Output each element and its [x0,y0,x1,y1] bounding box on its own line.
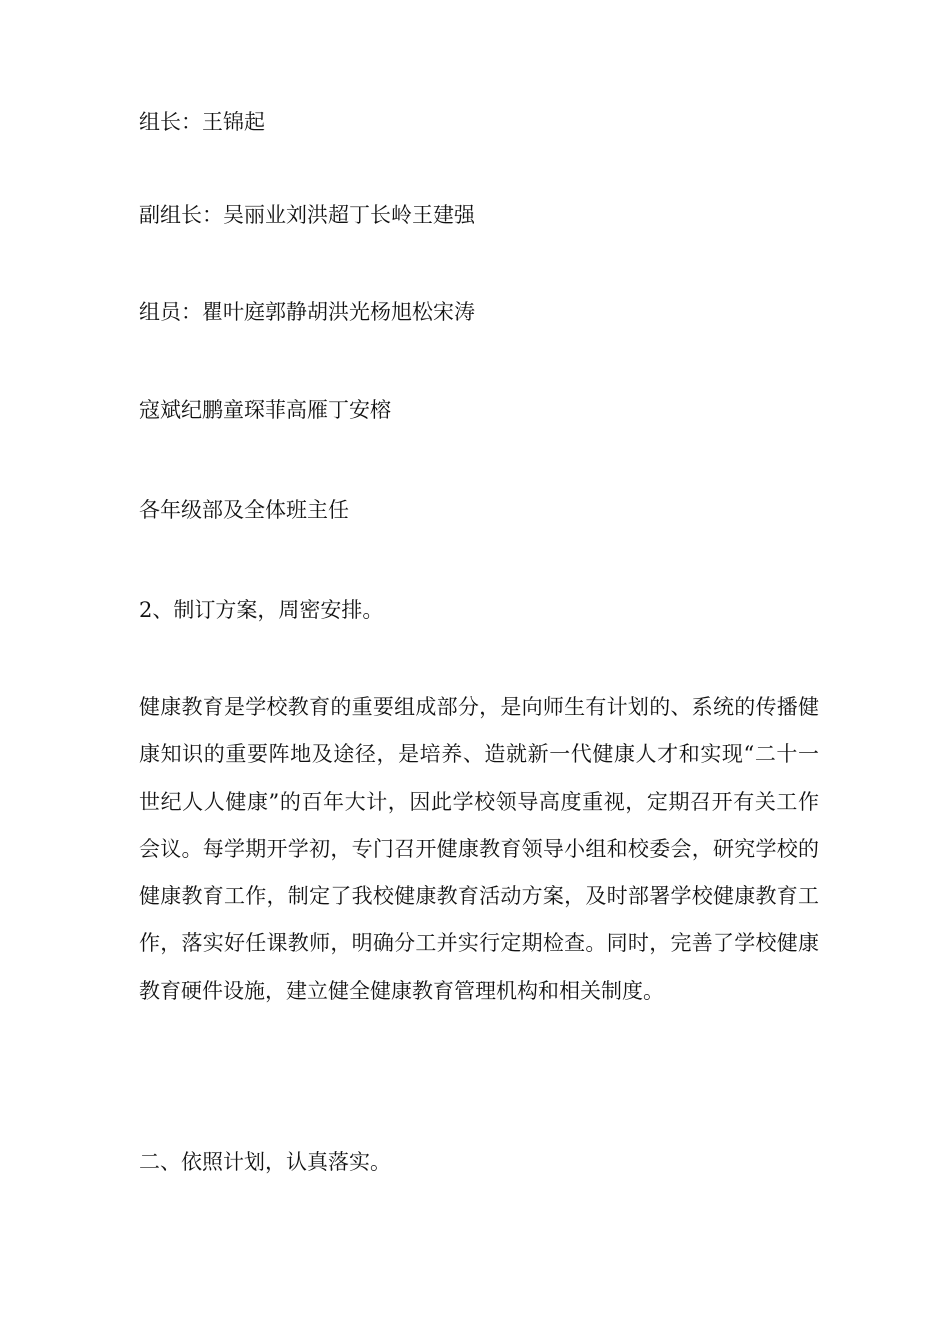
grade-staff-line: 各年级部及全体班主任 [139,498,349,522]
members-line: 组员：瞿叶庭郭静胡洪光杨旭松宋涛 [139,300,475,324]
members-continued-line: 寇斌纪鹏童琛菲高雁丁安榕 [139,398,391,422]
section-2-paragraph: 健康教育是学校教育的重要组成部分，是向师生有计划的、系统的传播健康知识的重要阵地及途径，是培养、造就新一代健康人才和实现“二十一世纪人人健康”的百年大计，因此学校领导高度重视，定期召开有关工作会议。每学期开学初，专门召开健康教育领导小组和校委会，研究学校的健康教育工作，制定了我校健康教育活动方案，及时部署学校健康教育工作，落实好任课教师，明确分工并实行定期检查。同时，完善了学校健康教育硬件设施，建立健全健康教育管理机构和相关制度。 [139,695,819,1003]
section-2-heading: 2、制订方案，周密安排。 [139,598,384,622]
leader-line: 组长：王锦起 [139,110,265,134]
deputy-leaders-line: 副组长：吴丽业刘洪超丁长岭王建强 [139,203,475,227]
part-2-heading: 二、依照计划，认真落实。 [139,1150,391,1174]
